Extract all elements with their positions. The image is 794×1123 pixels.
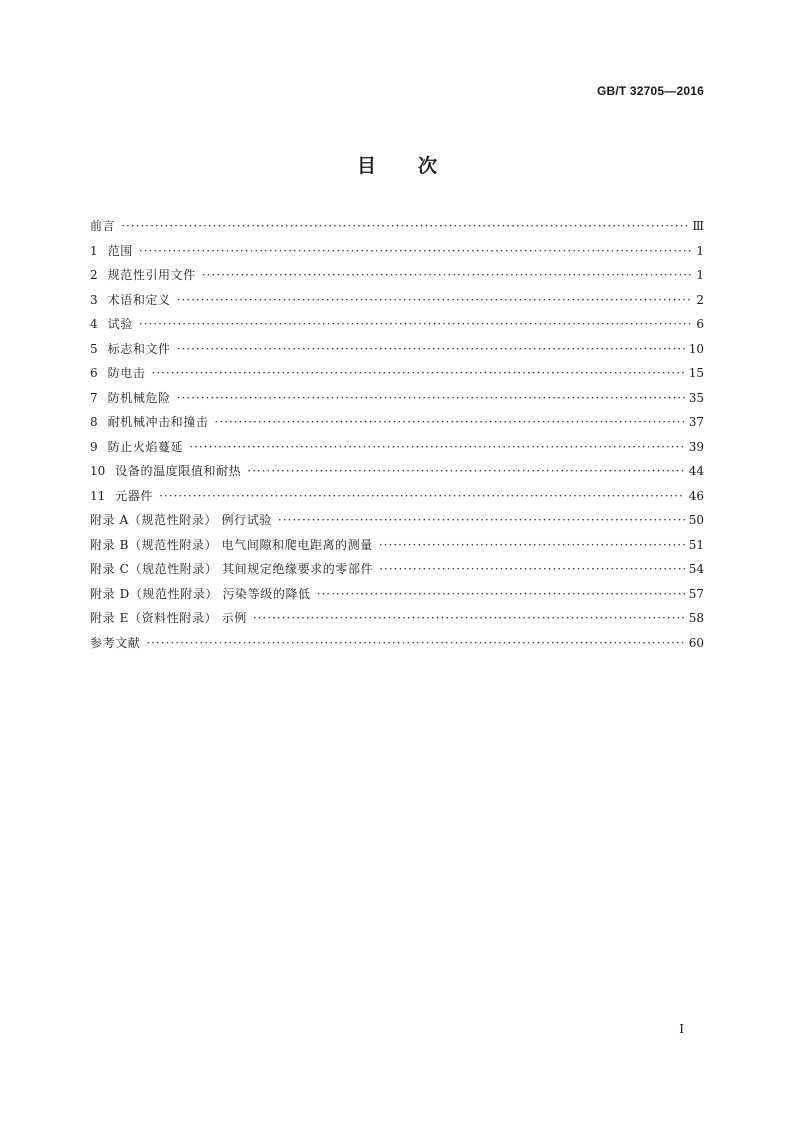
toc-entry-number: 2 xyxy=(90,268,98,282)
toc-entry-marking-documentation[interactable] xyxy=(90,337,704,362)
toc-entry-foreword[interactable] xyxy=(90,214,704,239)
toc-entry-label: 防止火焰蔓延 xyxy=(107,439,184,454)
toc-entry-normative-references[interactable] xyxy=(90,263,704,288)
page-title: 目次 xyxy=(356,155,479,177)
toc-entry-page: 15 xyxy=(688,366,704,380)
toc-entry-label: 附录 C（规范性附录） 其间规定绝缘要求的零部件 xyxy=(90,562,374,576)
toc-entry-number: 9 xyxy=(90,439,98,454)
toc-entry-page: 54 xyxy=(688,562,704,576)
toc-entry-number: 5 xyxy=(90,341,98,356)
toc-entry-label: 前言 xyxy=(90,219,116,233)
toc-entry-page: Ⅲ xyxy=(692,219,704,233)
toc-entry-label: 附录 B（规范性附录） 电气间隙和爬电距离的测量 xyxy=(90,537,373,552)
toc-entry-page: 44 xyxy=(688,464,704,478)
toc-entry-page: 1 xyxy=(696,243,704,258)
toc-entry-number: 4 xyxy=(90,317,98,331)
toc-entry-label: 规范性引用文件 xyxy=(107,268,196,282)
toc-entry-annex-d[interactable] xyxy=(90,582,704,607)
toc-entry-electric-shock[interactable] xyxy=(90,361,704,386)
toc-entry-label: 设备的温度限值和耐热 xyxy=(115,464,242,478)
toc-entry-label: 防机械危险 xyxy=(107,390,171,405)
toc-entry-page: 6 xyxy=(696,317,704,331)
toc-entry-bibliography[interactable] xyxy=(90,631,704,656)
toc-entry-annex-b[interactable] xyxy=(90,533,704,558)
toc-entry-annex-a[interactable] xyxy=(90,508,704,533)
toc-entry-label: 防电击 xyxy=(107,366,146,380)
toc-leader-dots xyxy=(247,459,684,484)
toc-leader-dots xyxy=(278,508,685,533)
toc-leader-dots xyxy=(146,631,684,656)
toc-entry-label: 范围 xyxy=(107,243,133,258)
toc-entry-page: 58 xyxy=(688,611,704,625)
toc-entry-page: 10 xyxy=(688,341,704,356)
toc-entry-terms-definitions[interactable] xyxy=(90,288,704,313)
document-code: GB/T 32705—2016 xyxy=(596,84,704,98)
toc-leader-dots xyxy=(159,484,685,509)
toc-entry-page: 39 xyxy=(688,439,704,454)
toc-entry-page: 1 xyxy=(696,268,704,282)
toc-entry-annex-e[interactable] xyxy=(90,606,704,631)
toc-leader-dots xyxy=(121,214,688,239)
toc-entry-label: 元器件 xyxy=(115,488,154,503)
toc-leader-dots xyxy=(317,582,685,607)
toc-leader-dots xyxy=(177,288,693,313)
toc-leader-dots xyxy=(151,361,684,386)
toc-entry-page: 51 xyxy=(688,537,704,552)
toc-leader-dots xyxy=(253,606,685,631)
toc-entry-temperature-limits[interactable] xyxy=(90,459,704,484)
toc-entry-components[interactable] xyxy=(90,484,704,509)
toc-entry-page: 46 xyxy=(688,488,704,503)
toc-entry-label: 附录 D（规范性附录） 污染等级的降低 xyxy=(90,586,311,601)
toc-leader-dots xyxy=(177,337,685,362)
toc-entry-fire-spread[interactable] xyxy=(90,435,704,460)
table-of-contents xyxy=(90,214,704,655)
toc-entry-number: 7 xyxy=(90,390,98,405)
toc-entry-label: 参考文献 xyxy=(90,635,141,650)
toc-leader-dots xyxy=(214,410,684,435)
toc-leader-dots xyxy=(139,312,693,337)
toc-entry-page: 50 xyxy=(688,513,704,527)
toc-entry-label: 术语和定义 xyxy=(107,292,171,307)
toc-entry-page: 2 xyxy=(696,292,704,307)
toc-entry-page: 37 xyxy=(688,415,704,429)
toc-entry-mechanical-impact[interactable] xyxy=(90,410,704,435)
toc-entry-page: 57 xyxy=(688,586,704,601)
toc-leader-dots xyxy=(379,533,685,558)
toc-entry-label: 附录 E（资料性附录） 示例 xyxy=(90,611,247,625)
toc-entry-label: 附录 A（规范性附录） 例行试验 xyxy=(90,513,272,527)
toc-entry-number: 10 xyxy=(90,464,106,478)
page-number: I xyxy=(679,1022,684,1036)
toc-leader-dots xyxy=(189,435,684,460)
toc-entry-label: 耐机械冲击和撞击 xyxy=(107,415,209,429)
toc-leader-dots xyxy=(379,557,685,582)
toc-entry-annex-c[interactable] xyxy=(90,557,704,582)
toc-leader-dots xyxy=(177,386,685,411)
toc-entry-mechanical-hazards[interactable] xyxy=(90,386,704,411)
toc-entry-number: 8 xyxy=(90,415,98,429)
toc-entry-label: 标志和文件 xyxy=(107,341,171,356)
toc-entry-tests[interactable] xyxy=(90,312,704,337)
toc-leader-dots xyxy=(139,239,693,264)
toc-entry-number: 11 xyxy=(90,488,106,503)
toc-entry-page: 60 xyxy=(688,635,704,650)
toc-entry-label: 试验 xyxy=(107,317,133,331)
toc-entry-number: 6 xyxy=(90,366,98,380)
toc-entry-number: 1 xyxy=(90,243,98,258)
toc-leader-dots xyxy=(202,263,693,288)
toc-entry-number: 3 xyxy=(90,292,98,307)
toc-entry-scope[interactable] xyxy=(90,239,704,264)
toc-entry-page: 35 xyxy=(688,390,704,405)
